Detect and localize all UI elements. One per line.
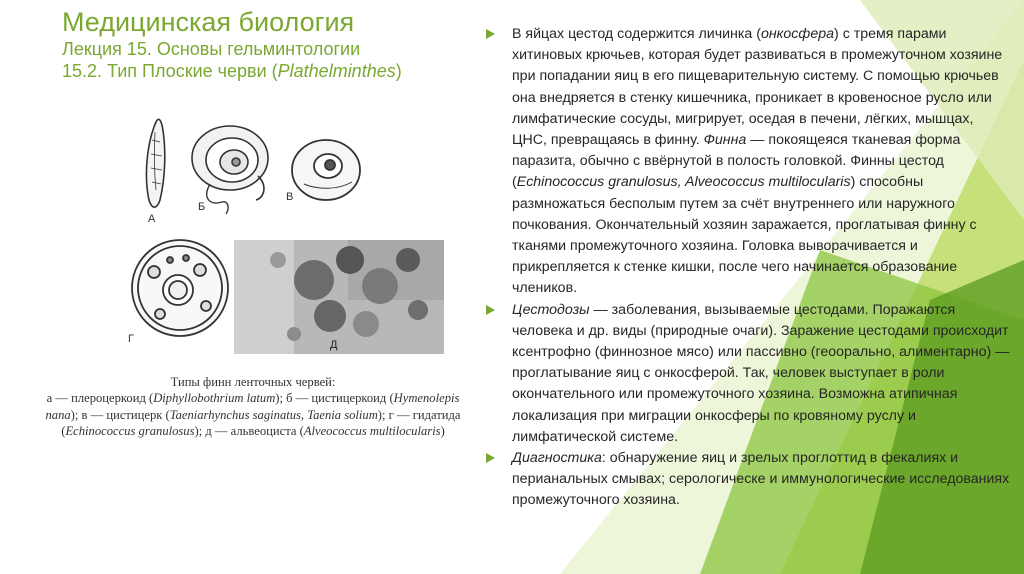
- bullet-text: ) способны размножаться бесполым путем за счёт внутреннего или наружного почкования. Окончательный хозяин заражается, проглатывая финну с тканями промежуточного хозяина. Головка выворачивается и прикрепляется к стенке кишки, после чего начинается образование члеников.: [512, 174, 977, 297]
- bullet-text: ) с тремя парами хитиновых крючьев, которая будет развиваться в промежуточном хозяине при попадании яиц в его пищеварительную систему. С помощью крючьев она внедряется в стенку кишечника, проникает в кровеносное русло или лимфатические сосуды, мигрирует, оседая в печени, лёгких, мышцах, ЦНС, превращаясь в финну.: [512, 26, 1003, 149]
- caption-latin: Diphyllobothrium latum: [153, 391, 276, 406]
- figure-label-e: Д: [330, 339, 338, 351]
- figure-d-hydatid: [132, 240, 228, 336]
- section-prefix: 15.2. Тип Плоские черви (: [62, 61, 278, 81]
- page-title: Медицинская биология: [62, 7, 355, 37]
- bullet-latin: Echinococcus granulosus, Alveococcus multilocularis: [516, 174, 851, 191]
- bullet-text: — покоящеяся тканевая форма паразита, обычно с ввёрнутой в полость головкой. Финны цестод (: [512, 132, 961, 191]
- bullet-arrow-icon: [486, 305, 495, 315]
- figure-label-a: А: [148, 213, 156, 225]
- bullet-cestodoses: [482, 300, 1012, 448]
- caption-text: а — плероцеркоид (: [46, 391, 154, 406]
- figure-e-alveocyst: [234, 240, 444, 354]
- bullet-term: Цестодозы: [512, 301, 590, 318]
- caption-latin: nana: [45, 407, 71, 422]
- figure-label-d: Г: [128, 333, 134, 345]
- bullet-oncosphere: [482, 24, 1012, 300]
- caption-line-4: [18, 423, 488, 439]
- figure-label-c: В: [286, 191, 294, 203]
- caption-line-2: [18, 390, 488, 406]
- bullet-text: — заболевания, вызываемые цестодами. Поражаются человека и др. виды (природные очаги). Заражение цестодами происходит ксентрофно (финнозное мясо) или пассивно (геоорально, алиментарно) — проглатывание яиц с онкосферой. Так, человек выступает в роли окончательного или промежуточного хозяина. Возможна атипичная локализация при миграции онкосферы по кровяному руслу и лимфатической системе.: [512, 301, 1010, 445]
- caption-text: ); б — цистицеркоид (: [275, 391, 394, 406]
- finn-types-figure: [118, 110, 453, 360]
- bullet-term: онкосфера: [760, 26, 835, 42]
- figure-a-plerocercoid: [146, 119, 164, 207]
- bullet-term: Диагностика: [512, 450, 602, 467]
- caption-latin: Hymenolepis: [393, 391, 460, 406]
- bullet-arrow-icon: [486, 453, 495, 463]
- bullet-text: : обнаружение яиц и зрелых проглоттид в фекалиях и перианальных смывах; серологическе и иммунологические исследованиях промежуточного хозяина.: [512, 450, 1010, 509]
- figure-c-cysticercus: [292, 140, 360, 200]
- caption-text: (: [61, 424, 66, 439]
- content-list: [482, 24, 1012, 512]
- caption-text: ): [440, 424, 445, 439]
- figure-caption: [18, 374, 488, 440]
- lecture-subtitle: Лекция 15. Основы гельминтологии: [62, 39, 361, 59]
- section-latin: Plathelminthes: [277, 61, 396, 81]
- bullet-text: В яйцах цестод содержится личинка (: [512, 26, 761, 42]
- caption-line-3: [18, 407, 488, 423]
- figure-label-b: Б: [198, 201, 206, 213]
- caption-text: ); д — альвеоциста (: [194, 424, 304, 439]
- caption-text: ); г — гидатида: [377, 407, 461, 422]
- caption-latin: Taeniarhynchus saginatus, Taenia solium: [169, 407, 378, 422]
- bullet-diagnostics: [482, 448, 1012, 512]
- caption-text: ); в — цистицерк (: [70, 407, 170, 422]
- title-block: [62, 6, 482, 82]
- section-suffix: ): [395, 61, 402, 81]
- caption-latin: Echinococcus granulosus: [65, 424, 195, 439]
- section-subtitle: [62, 60, 482, 82]
- bullet-arrow-icon: [486, 29, 495, 39]
- caption-latin: Alveococcus multilocularis: [303, 424, 441, 439]
- caption-line-1: Типы финн ленточных червей:: [170, 375, 336, 389]
- bullet-term: Финна: [703, 132, 747, 149]
